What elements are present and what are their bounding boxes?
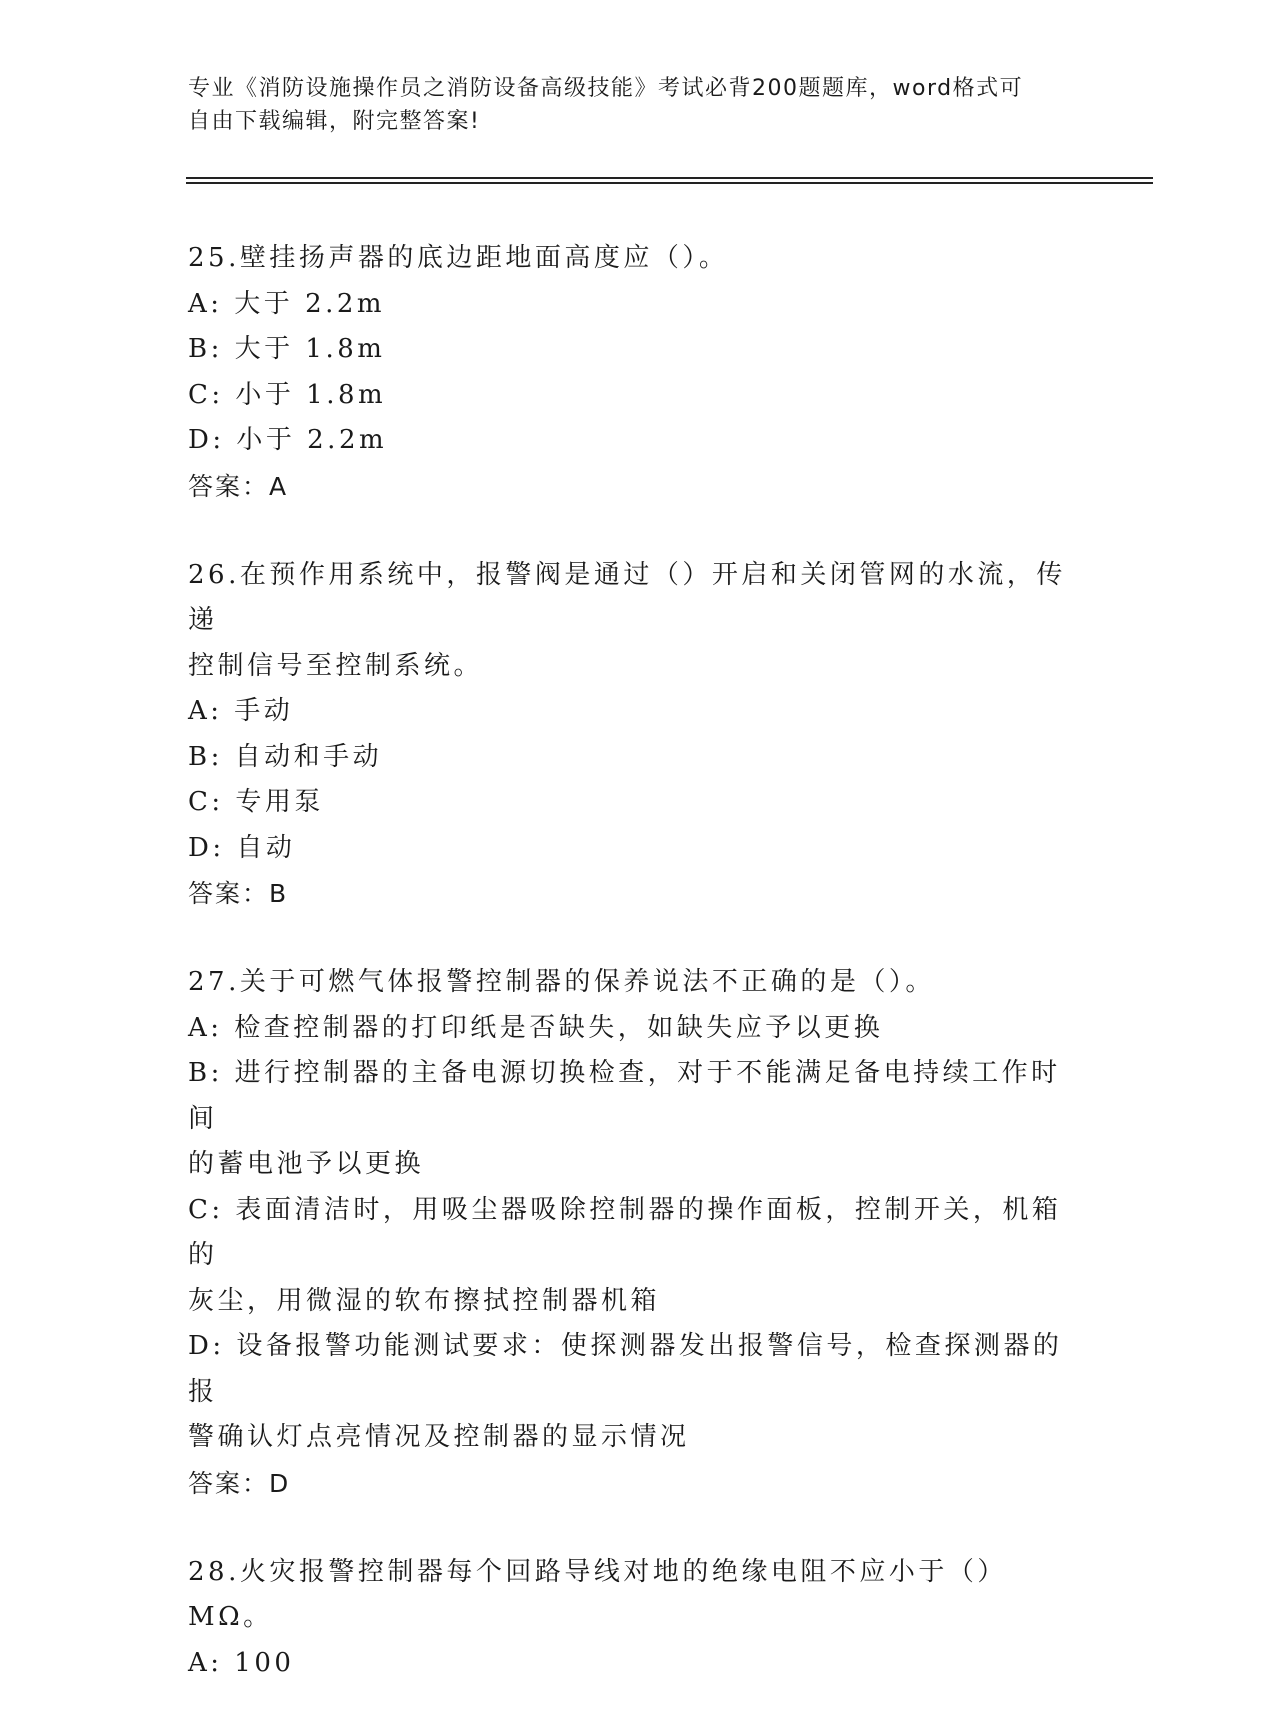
option-b: B: 自动和手动 <box>188 741 383 772</box>
option-d: D: 自动 <box>188 832 296 863</box>
question-list <box>188 236 1088 1730</box>
option-a: A: 100 <box>188 1647 295 1678</box>
question-28 <box>188 1550 1088 1687</box>
answer: 答案：B <box>188 879 289 908</box>
question-27 <box>188 960 1088 1506</box>
option-b: B: 进行控制器的主备电源切换检查，对于不能满足备电持续工作时间 <box>188 1058 1061 1134</box>
question-26 <box>188 553 1088 917</box>
option-a: A: 检查控制器的打印纸是否缺失，如缺失应予以更换 <box>188 1012 884 1043</box>
question-stem: 25.壁挂扬声器的底边距地面高度应（）。 <box>188 243 729 273</box>
header-divider-bottom <box>186 182 1153 184</box>
option-c: C: 专用泵 <box>188 787 324 817</box>
option-c: C: 小于 1.8m <box>188 379 387 410</box>
answer: 答案：D <box>188 1468 291 1498</box>
header-line-1: 专业《消防设施操作员之消防设备高级技能》考试必背200题题库，word格式可 <box>188 76 1024 101</box>
option-a: A: 手动 <box>188 696 294 726</box>
header-line-2: 自由下载编辑，附完整答案! <box>188 109 481 134</box>
option-b-continued: 的蓄电池予以更换 <box>188 1149 425 1179</box>
option-d: D: 设备报警功能测试要求：使探测器发出报警信号，检查探测器的报 <box>188 1331 1063 1407</box>
header-divider-top <box>186 177 1153 179</box>
question-stem-continued: 控制信号至控制系统。 <box>188 650 484 681</box>
document-header <box>188 72 1088 138</box>
option-d: D: 小于 2.2m <box>188 425 388 455</box>
question-stem: 28.火灾报警控制器每个回路导线对地的绝缘电阻不应小于（）MΩ。 <box>188 1556 1007 1632</box>
answer: 答案：A <box>188 471 289 501</box>
option-a: A: 大于 2.2m <box>188 288 386 319</box>
question-stem: 27.关于可燃气体报警控制器的保养说法不正确的是（）。 <box>188 967 935 997</box>
option-b: B: 大于 1.8m <box>188 334 386 364</box>
question-stem: 26.在预作用系统中，报警阀是通过（）开启和关闭管网的水流，传递 <box>188 559 1066 635</box>
option-c-continued: 灰尘，用微湿的软布擦拭控制器机箱 <box>188 1285 661 1316</box>
option-c: C: 表面清洁时，用吸尘器吸除控制器的操作面板，控制开关，机箱的 <box>188 1194 1062 1270</box>
option-d-continued: 警确认灯点亮情况及控制器的显示情况 <box>188 1422 690 1452</box>
question-25 <box>188 236 1088 509</box>
